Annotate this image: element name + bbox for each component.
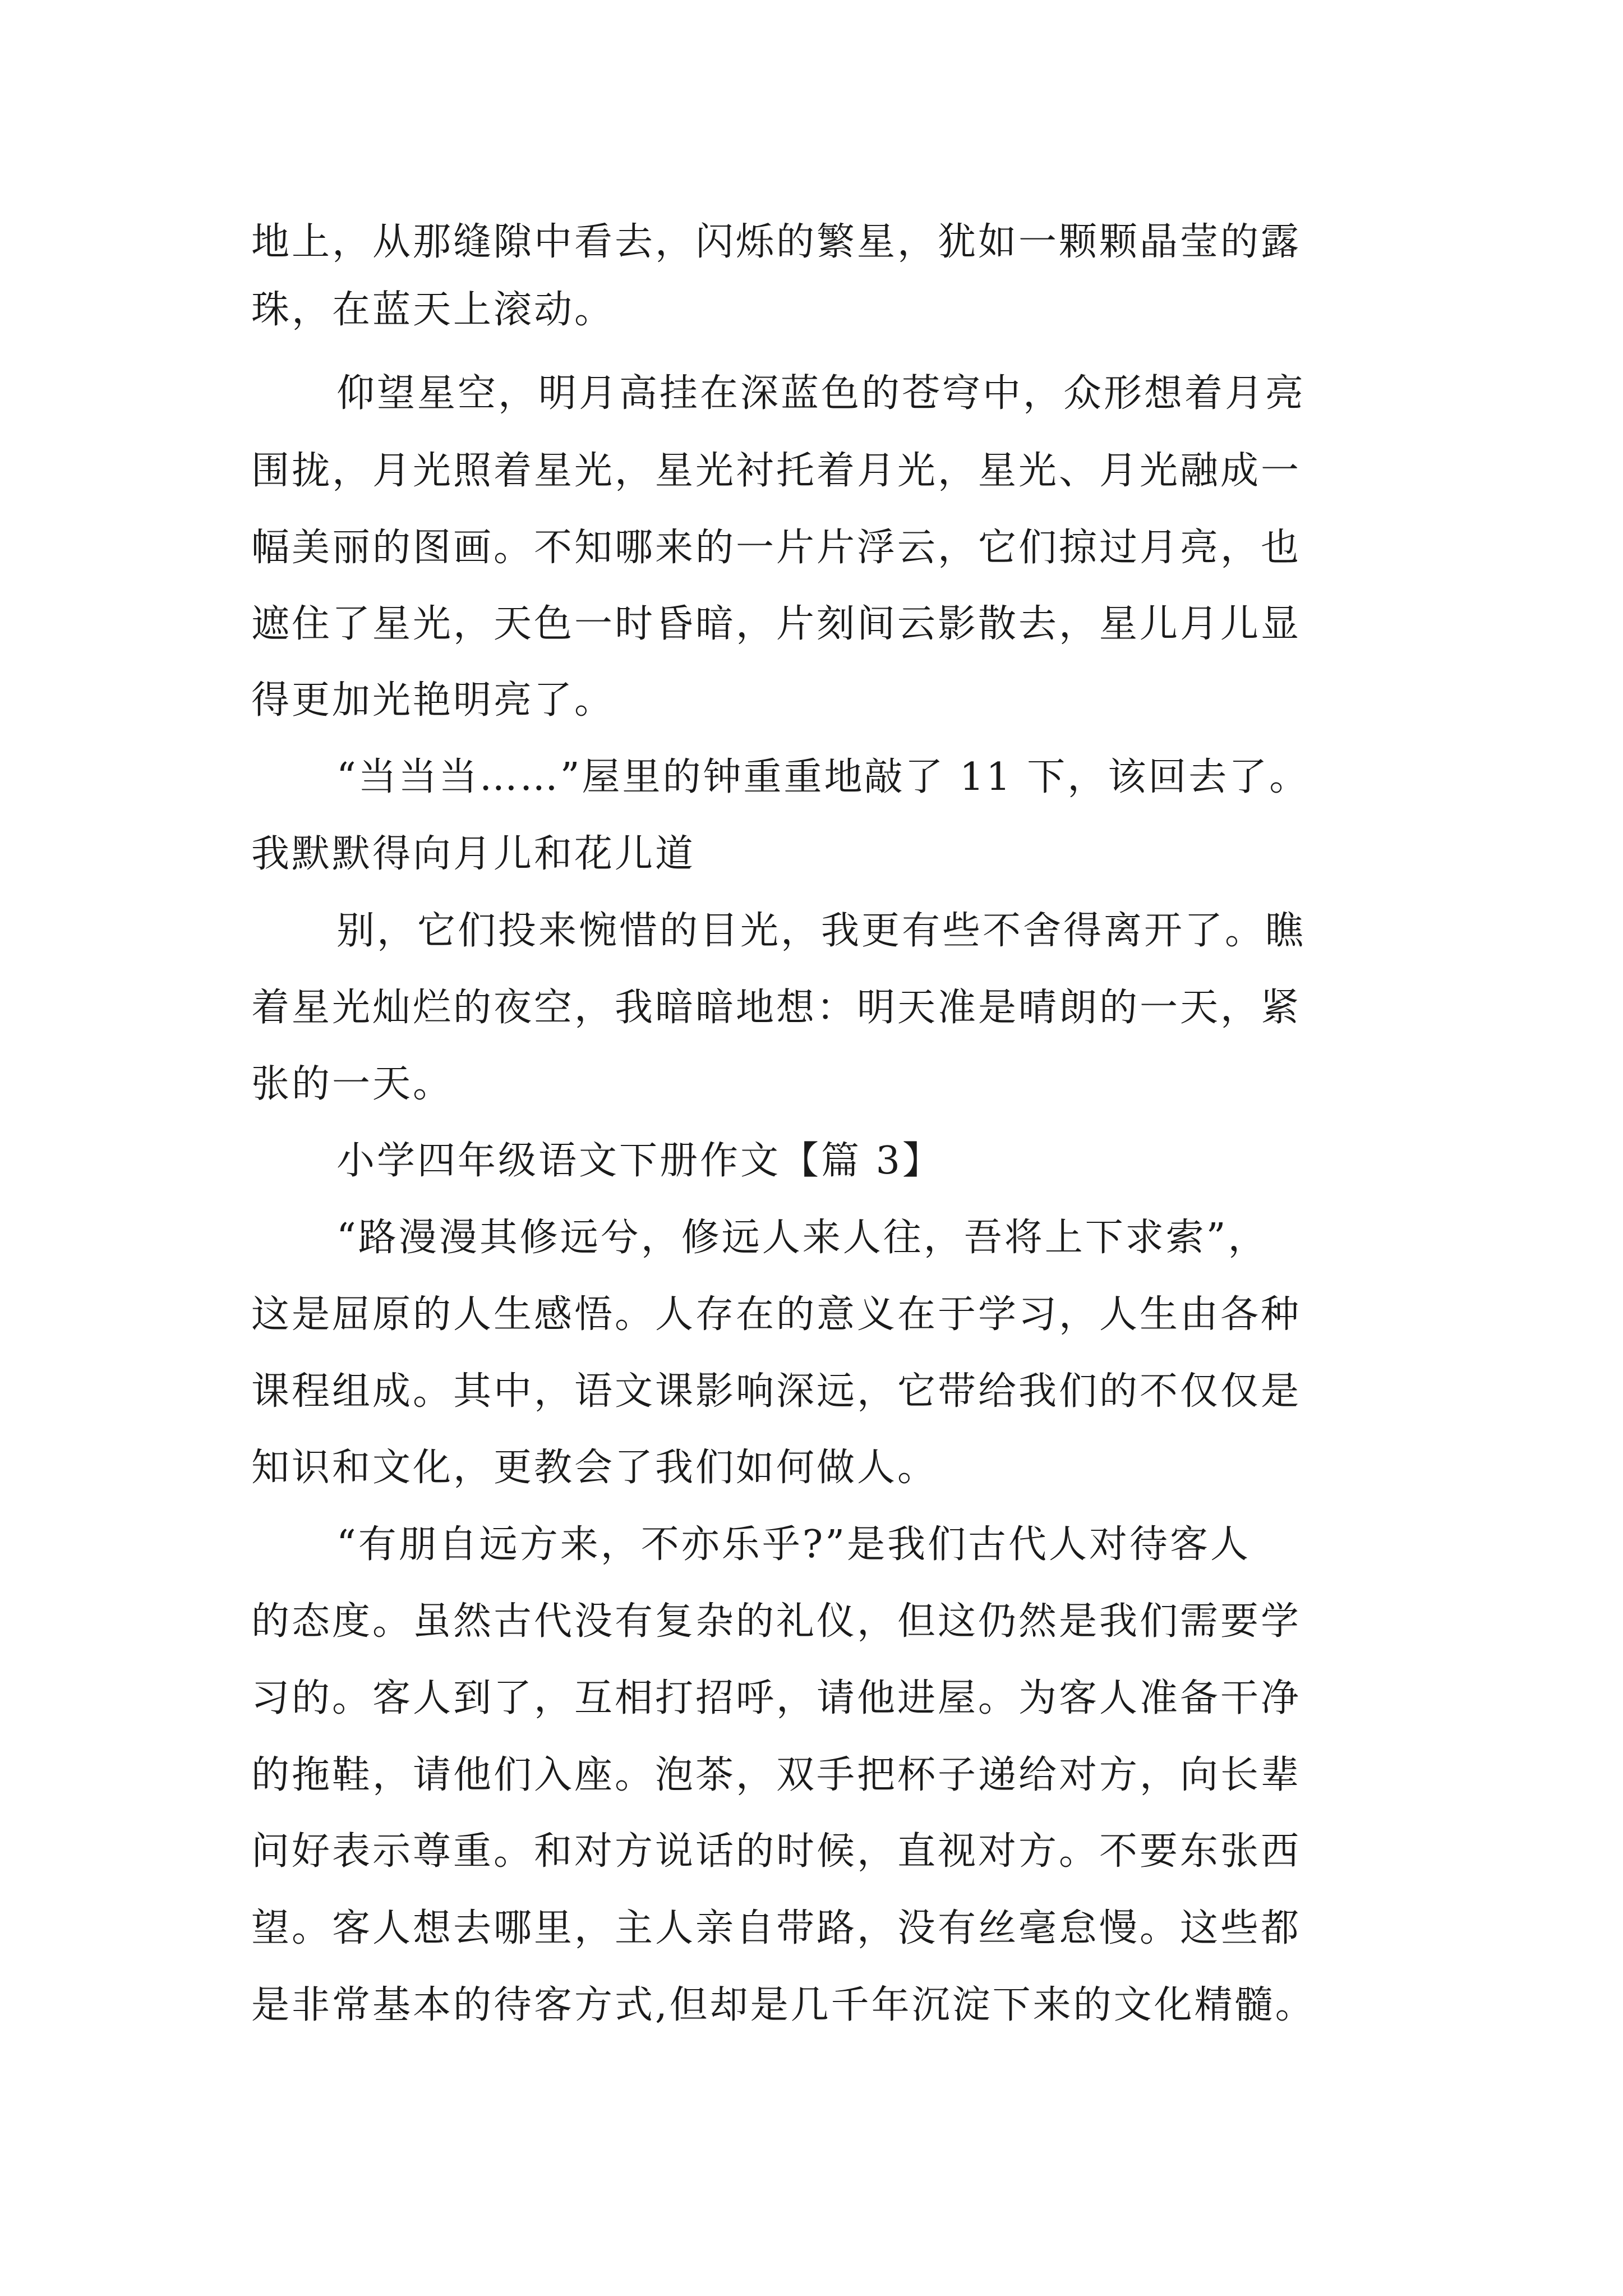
section-heading: 小学四年级语文下册作文【篇 3】 — [336, 1139, 943, 1183]
text-line: 的拖鞋，请他们入座。泡茶，双手把杯子递给对方，向长辈 — [251, 1753, 1302, 1797]
text-line: 张的一天。 — [251, 1062, 454, 1106]
text-line: 的态度。虽然古代没有复杂的礼仪，但这仍然是我们需要学 — [251, 1599, 1302, 1644]
text-line: 习的。客人到了，互相打招呼，请他进屋。为客人准备干净 — [251, 1676, 1302, 1720]
text-line: “当当当……”屋里的钟重重地敲了 11 下，该回去了。 — [336, 755, 1310, 799]
text-line: “路漫漫其修远兮，修远人来人往，吾将上下求索”， — [336, 1216, 1269, 1260]
text-line: 珠，在蓝天上滚动。 — [251, 288, 615, 332]
text-line: 这是屈原的人生感悟。人存在的意义在于学习，人生由各种 — [251, 1292, 1302, 1337]
text-line: 是非常基本的待客方式,但却是几千年沉淀下来的文化精髓。 — [251, 1983, 1316, 2027]
text-line: 课程组成。其中，语文课影响深远，它带给我们的不仅仅是 — [251, 1369, 1302, 1414]
text-line: 问好表示尊重。和对方说话的时候，直视对方。不要东张西 — [251, 1829, 1302, 1874]
text-line: 得更加光艳明亮了。 — [251, 678, 615, 723]
text-line: 仰望星空，明月高挂在深蓝色的苍穹中，众形想着月亮 — [336, 371, 1306, 416]
text-line: 遮住了星光，天色一时昏暗，片刻间云影散去，星儿月儿显 — [251, 602, 1302, 646]
text-line: 围拢，月光照着星光，星光衬托着月光，星光、月光融成一 — [251, 449, 1302, 493]
text-line: “有朋自远方来，不亦乐乎?”是我们古代人对待客人 — [336, 1522, 1251, 1567]
text-line: 别，它们投来惋惜的目光，我更有些不舍得离开了。瞧 — [336, 909, 1306, 953]
text-line: 着星光灿烂的夜空，我暗暗地想：明天准是晴朗的一天，紧 — [251, 986, 1302, 1030]
text-line: 地上，从那缝隙中看去，闪烁的繁星，犹如一颗颗晶莹的露 — [251, 220, 1302, 264]
text-line: 我默默得向月儿和花儿道 — [251, 832, 696, 876]
text-line: 幅美丽的图画。不知哪来的一片片浮云，它们掠过月亮，也 — [251, 526, 1302, 570]
text-line: 知识和文化，更教会了我们如何做人。 — [251, 1446, 938, 1490]
text-line: 望。客人想去哪里，主人亲自带路，没有丝毫怠慢。这些都 — [251, 1906, 1302, 1950]
